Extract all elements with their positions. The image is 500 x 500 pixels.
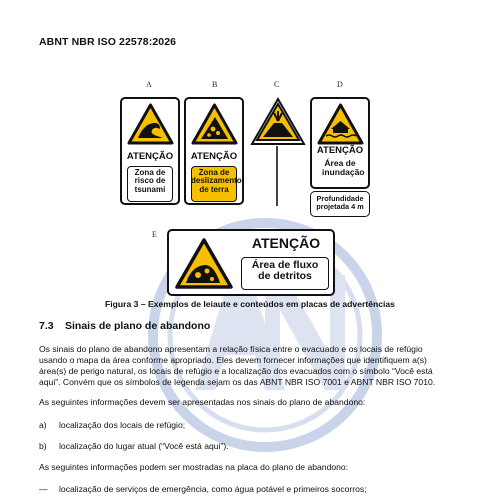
sign-d-title: ATENÇÃO (316, 145, 364, 156)
list-item: a) localização dos locais de refúgio; (39, 420, 186, 430)
figure-letter-c: C (274, 80, 280, 89)
warning-sign-debris-flow (167, 229, 335, 296)
paragraph-1-line: usando o mapa da área conforme apropriado. Eles devem fornecer informações que identifiquem a(s) (39, 355, 427, 365)
sign-b-body: Zona de deslizamento de terra (191, 168, 242, 194)
figure-letter-b: B (212, 80, 218, 89)
paragraph-1-line: área(s) de perigo natural, os locais de refúgio e a localização dos evacuados com o símbolo “Você está (39, 366, 433, 376)
sign-a-title: ATENÇÃO (126, 151, 174, 162)
paragraph-1-line: aqui”. Convém que os símbolos de legenda sejam os das ABNT NBR ISO 7001 e ABNT NBR ISO 7010. (39, 377, 436, 387)
sign-a-body: Zona de risco de tsunami (134, 168, 166, 194)
sign-e-title: ATENÇÃO (251, 235, 321, 251)
sign-e-body: Área de fluxo de detritos (251, 259, 319, 283)
warning-sign-flood (310, 97, 370, 189)
sign-b-title: ATENÇÃO (190, 151, 238, 162)
sign-d-body: Área de inundação (322, 158, 365, 177)
warning-sign-volcano (248, 97, 306, 147)
tsunami-wave-icon (127, 103, 174, 145)
sign-post (276, 146, 278, 206)
list-item: b) localização do lugar atual (“Você está aqui”). (39, 441, 229, 451)
section-number: 7.3 (39, 320, 54, 332)
section-heading (39, 320, 210, 332)
volcano-icon (250, 97, 306, 147)
warning-sign-landslide (184, 97, 244, 205)
paragraph-1 (39, 344, 469, 388)
debris-flow-icon (174, 237, 234, 290)
section-title: Sinais de plano de abandono (65, 320, 211, 332)
paragraph-1-line: Os sinais do plano de abandono apresentam a relação física entre o evacuado e os locais de refúgio (39, 344, 423, 354)
figure-letter-a: A (146, 80, 152, 89)
list-item: — localização de serviços de emergência, como água potável e primeiros socorros; (39, 484, 367, 494)
paragraph-2: As seguintes informações devem ser apresentadas nos sinais do plano de abandono: (39, 397, 366, 407)
landslide-icon (191, 103, 238, 145)
figure-letter-e: E (152, 230, 157, 239)
warning-sign-tsunami (120, 97, 180, 205)
supplementary-sign-depth (310, 191, 370, 217)
flood-icon (317, 103, 364, 145)
figure-letter-d: D (337, 80, 343, 89)
sign-d-supplementary: Profundidade projetada 4 m (316, 194, 364, 211)
figure-caption: Figura 3 – Exemplos de leiaute e conteúdos em placas de advertências (105, 299, 395, 309)
standard-identifier: ABNT NBR ISO 22578:2026 (39, 36, 177, 48)
paragraph-3: As seguintes informações podem ser mostradas na placa do plano de abandono: (39, 462, 349, 472)
